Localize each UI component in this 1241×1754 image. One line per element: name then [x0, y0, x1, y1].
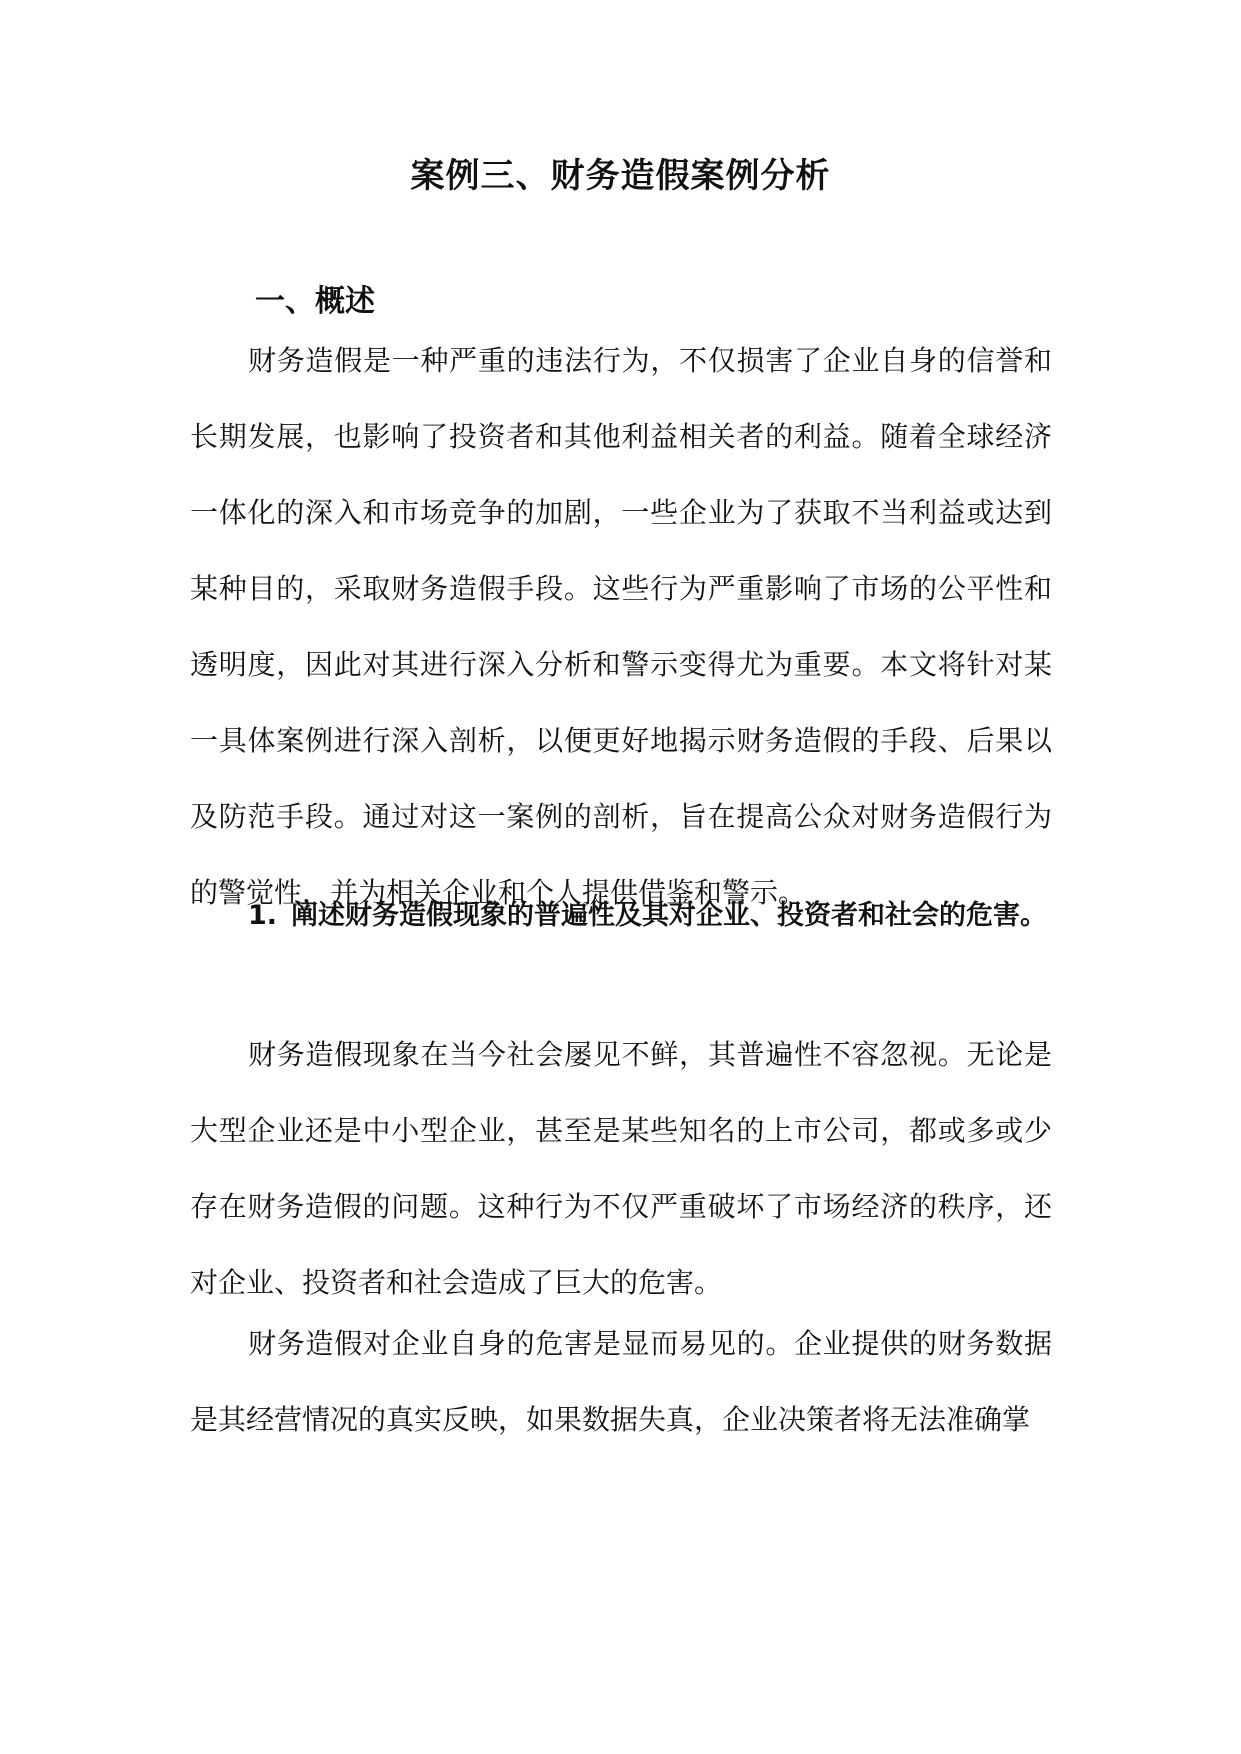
- paragraph-prevalence: 财务造假现象在当今社会屡见不鲜，其普遍性不容忽视。无论是大型企业还是中小型企业，甚至是某些知名的上市公司，都或多或少存在财务造假的问题。这种行为不仅严重破坏了市场经济的秩序，还对企业、投资者和社会造成了巨大的危害。: [190, 1038, 1052, 1299]
- subsection-heading-1: [190, 878, 1052, 954]
- subsection-number: 1.: [248, 900, 278, 931]
- paragraph-harm-enterprise: 财务造假对企业自身的危害是显而易见的。企业提供的财务数据是其经营情况的真实反映，如果数据失真，企业决策者将无法准确掌: [190, 1327, 1052, 1436]
- section-heading-overview: 一、概述: [255, 284, 375, 319]
- document-title: 案例三、财务造假案例分析: [410, 156, 831, 196]
- paragraph-intro: 财务造假是一种严重的违法行为，不仅损害了企业自身的信誉和长期发展，也影响了投资者和其他利益相关者的利益。随着全球经济一体化的深入和市场竞争的加剧，一些企业为了获取不当利益或达到某种目的，采取财务造假手段。这些行为严重影响了市场的公平性和透明度，因此对其进行深入分析和警示变得尤为重要。本文将针对某一具体案例进行深入剖析，以便更好地揭示财务造假的手段、后果以及防范手段。通过对这一案例的剖析，旨在提高公众对财务造假行为的警觉性，并为相关企业和个人提供借鉴和警示。: [190, 344, 1052, 909]
- subsection-heading-text: 阐述财务造假现象的普遍性及其对企业、投资者和社会的危害。: [291, 900, 1048, 931]
